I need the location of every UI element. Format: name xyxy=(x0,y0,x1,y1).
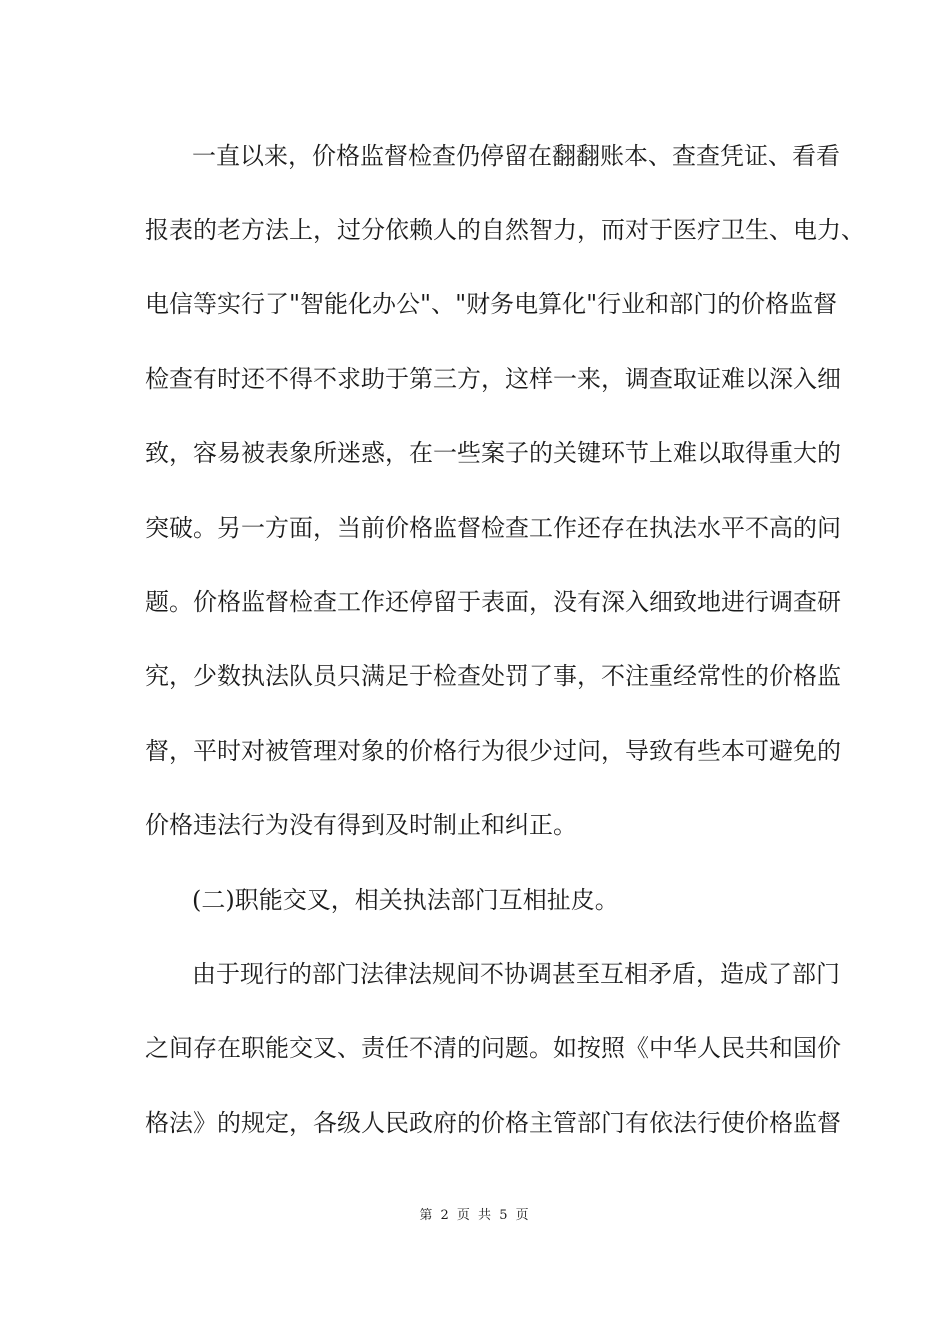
paragraph-line: 究，少数执法队员只满足于检查处罚了事，不注重经常性的价格监 xyxy=(145,662,841,690)
paragraph-line: 之间存在职能交叉、责任不清的问题。如按照《中华人民共和国价 xyxy=(145,1034,841,1062)
paragraph-line: 电信等实行了"智能化办公"、"财务电算化"行业和部门的价格监督 xyxy=(145,290,838,318)
paragraph-line: 格法》的规定，各级人民政府的价格主管部门有依法行使价格监督 xyxy=(145,1109,841,1137)
section-heading: (二)职能交叉，相关执法部门互相扯皮。 xyxy=(192,886,619,914)
page-number-footer: 第 2 页 共 5 页 xyxy=(419,1208,531,1223)
paragraph-line: 一直以来，价格监督检查仍停留在翻翻账本、查查凭证、看看 xyxy=(192,142,840,170)
paragraph-line: 由于现行的部门法律法规间不协调甚至互相矛盾，造成了部门 xyxy=(192,960,840,988)
paragraph-line: 题。价格监督检查工作还停留于表面，没有深入细致地进行调查研 xyxy=(145,588,841,616)
paragraph-line: 报表的老方法上，过分依赖人的自然智力，而对于医疗卫生、电力、 xyxy=(145,216,865,244)
paragraph-line: 检查有时还不得不求助于第三方，这样一来，调查取证难以深入细 xyxy=(145,365,841,393)
paragraph-line: 突破。另一方面，当前价格监督检查工作还存在执法水平不高的问 xyxy=(145,514,841,542)
paragraph-line: 价格违法行为没有得到及时制止和纠正。 xyxy=(145,811,577,839)
paragraph-line: 致，容易被表象所迷惑，在一些案子的关键环节上难以取得重大的 xyxy=(145,439,841,467)
paragraph-line: 督，平时对被管理对象的价格行为很少过问，导致有些本可避免的 xyxy=(145,737,841,765)
